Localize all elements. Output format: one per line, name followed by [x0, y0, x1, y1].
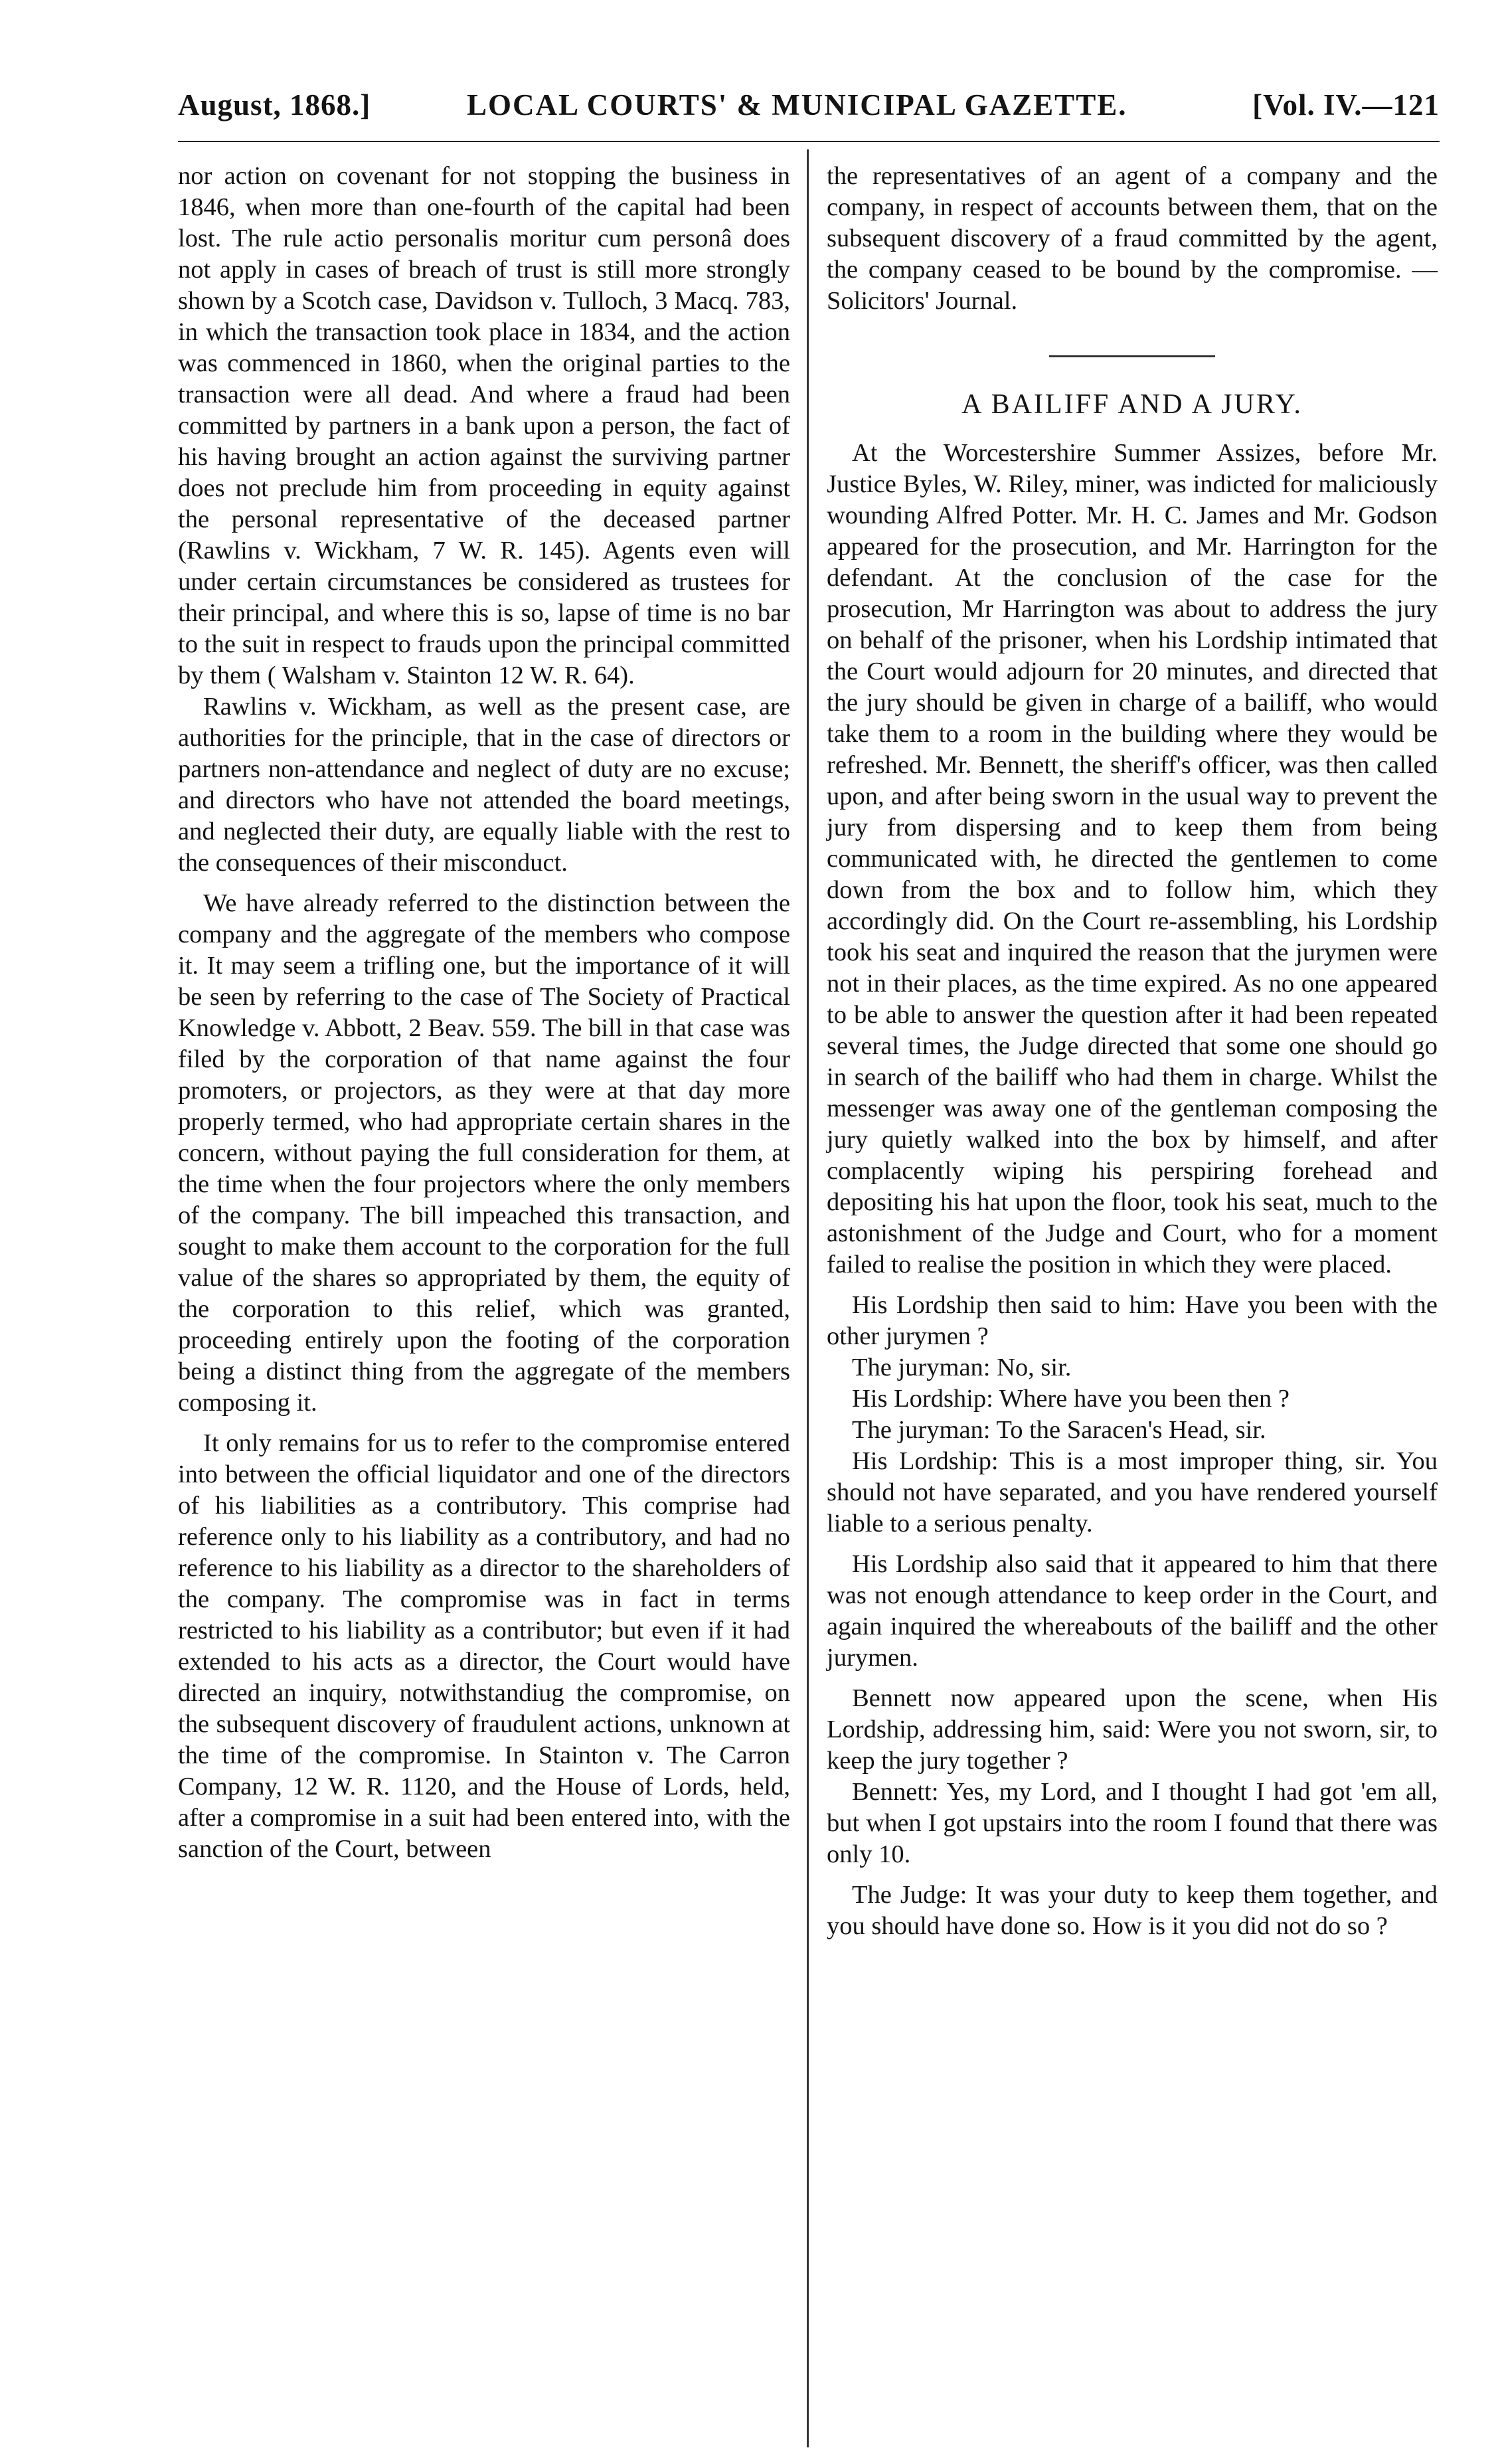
article-paragraph: The juryman: To the Saracen's Head, sir. [852, 1416, 1266, 1444]
left-paragraph: nor action on covenant for not stopping the business in 1846, when more than one-fourth of the capital had been lost. The rule actio personalis moritur cum personâ does not apply in cases of breach of trust is still more strongly shown by a Scotch case, Davidson v. Tulloch, 3 Macq. 783, in which the transaction took place in 1834, and the action was commenced in 1860, when the original parties to the transaction were all dead. And where a fraud had been committed by partners in a bank upon a person, the fact of his having brought an action against the surviving partner does not preclude him from proceeding in equity against the personal representative of the deceased partner (Rawlins v. Wickham, 7 W. R. 145). Agents even will under certain circumstances be considered as trustees for their principal, and where this is so, lapse of time is no bar to the suit in respect to frauds upon the principal committed by them ( Walsham v. Stainton 12 W. R. 64). [178, 162, 790, 689]
continuation-paragraph: the representatives of an agent of a company and the company, in respect of accounts between them, that on the subsequent discovery of a fraud committed by the agent, the company ceased to be bound by the compromise. —Solicitors' Journal. [827, 162, 1438, 315]
article-paragraph: His Lordship then said to him: Have you been with the other jurymen ? [827, 1291, 1438, 1350]
page-header [178, 85, 1440, 125]
article-paragraph: The juryman: No, sir. [852, 1354, 1072, 1381]
column-divider [807, 149, 809, 2447]
left-paragraph: Rawlins v. Wickham, as well as the present case, are authorities for the principle, that in the case of directors or partners non-attendance and neglect of duty are no excuse; and directors who have not attended the board meetings, and neglected their duty, are equally liable with the rest to the consequences of their misconduct. [178, 693, 790, 877]
article-paragraph: His Lordship: This is a most improper thing, sir. You should not have separated, and you have rendered yourself liable to a serious penalty. [827, 1447, 1438, 1538]
left-paragraph: We have already referred to the distinction between the company and the aggregate of the members who compose it. It may seem a trifling one, but the importance of it will be seen by referring to the case of The Society of Practical Knowledge v. Abbott, 2 Beav. 559. The bill in that case was filed by the corporation of that name against the four promoters, or projectors, as they were at that day more properly termed, who had appropriate certain shares in the concern, without paying the full consideration for them, at the time when the four projectors where the only members of the company. The bill impeached this transaction, and sought to make them account to the corporation for the full value of the shares so appropriated by them, the equity of the corporation to this relief, which was granted, proceeding entirely upon the footing of the corporation being a distinct thing from the aggregate of the members composing it. [178, 889, 790, 1417]
article-paragraph: Bennett: Yes, my Lord, and I thought I had got 'em all, but when I got upstairs into the room I found that there was only 10. [827, 1778, 1438, 1868]
header-rule [178, 141, 1440, 142]
article-paragraph: His Lordship also said that it appeared to him that there was not enough attendance to keep order in the Court, and again inquired the whereabouts of the bailiff and the other jurymen. [827, 1550, 1438, 1672]
left-paragraph: It only remains for us to refer to the compromise entered into between the official liquidator and one of the directors of his liabilities as a contributory. This comprise had reference only to his liability as a contributory, and had no reference to his liability as a director to the shareholders of the company. The compromise was in fact in terms restricted to his liability as a contributor; but even if it had extended to his acts as a director, the Court would have directed an inquiry, notwithstandiug the compromise, on the subsequent discovery of fraudulent actions, unknown at the time of the compromise. In Stainton v. The Carron Company, 12 W. R. 1120, and the House of Lords, held, after a compromise in a suit had been entered into, with the sanction of the Court, between [178, 1429, 790, 1863]
article-paragraph: Bennett now appeared upon the scene, when His Lordship, addressing him, said: Were you not sworn, sir, to keep the jury together ? [827, 1684, 1438, 1775]
section-divider-rule [1049, 355, 1215, 357]
right-column [827, 161, 1438, 1942]
article-body [827, 438, 1438, 1942]
left-column [178, 161, 790, 1865]
section-title: A BAILIFF AND A JURY. [961, 389, 1303, 420]
article-paragraph: His Lordship: Where have you been then ? [852, 1385, 1290, 1413]
article-paragraph: At the Worcestershire Summer Assizes, before Mr. Justice Byles, W. Riley, miner, was indicted for maliciously wounding Alfred Potter. Mr. H. C. James and Mr. Godson appeared for the prosecution, and Mr. Harrington for the defendant. At the conclusion of the case for the prosecution, Mr Harrington was about to address the jury on behalf of the prisoner, when his Lordship intimated that the Court would adjourn for 20 minutes, and directed that the jury should be given in charge of a bailiff, who would take them to a room in the building where they would be refreshed. Mr. Bennett, the sheriff's officer, was then called upon, and after being sworn in the usual way to prevent the jury from dispersing and to keep them from being communicated with, he directed the gentlemen to come down from the box and to follow him, which they accordingly did. On the Court re-assembling, his Lordship took his seat and inquired the reason that the jurymen were not in their places, as the time expired. As no one appeared to be able to answer the question after it had been repeated several times, the Judge directed that some one should go in search of the bailiff who had them in charge. Whilst the messenger was away one of the gentleman composing the jury quietly walked into the box by himself, and after complacently wiping his perspiring forehead and depositing his hat upon the floor, took his seat, much to the astonishment of the Judge and Court, who for a moment failed to realise the position in which they were placed. [827, 439, 1438, 1278]
header-date: August, 1868.] [178, 88, 371, 122]
header-title: LOCAL COURTS' & MUNICIPAL GAZETTE. [467, 88, 1127, 122]
header-volume: [Vol. IV.—121 [1252, 88, 1440, 122]
article-paragraph: The Judge: It was your duty to keep them together, and you should have done so. How is it you did not do so ? [827, 1881, 1438, 1940]
